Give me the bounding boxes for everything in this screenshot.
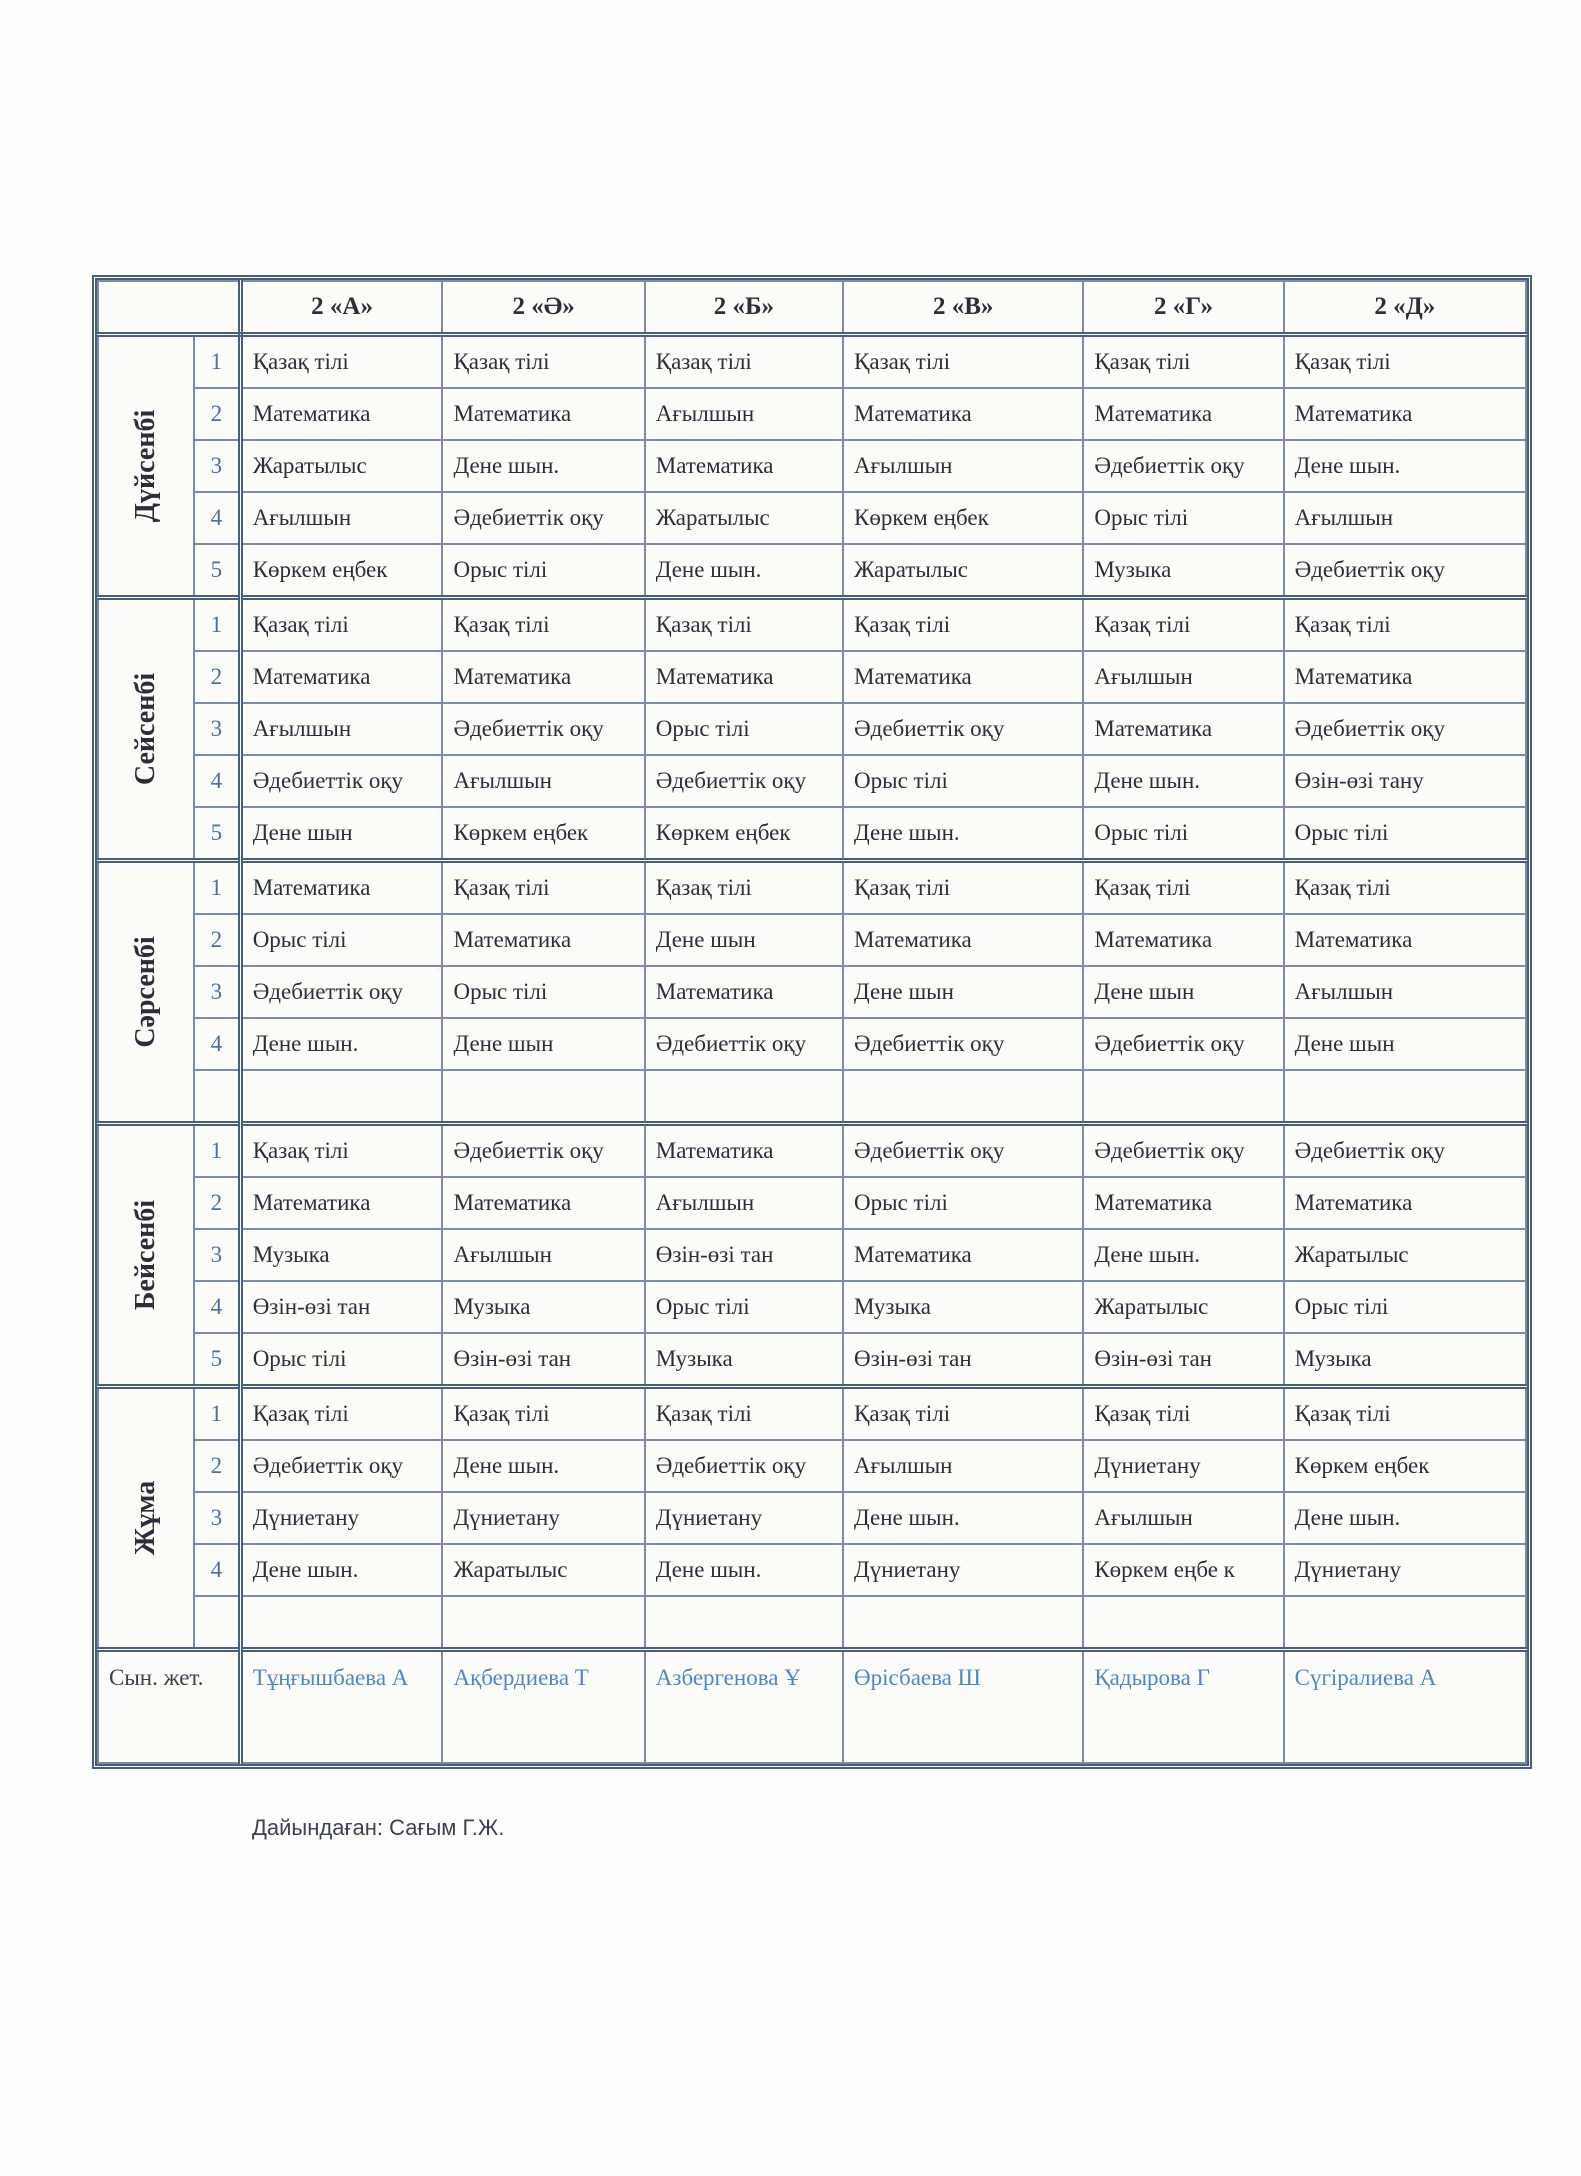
subject-cell: Әдебиеттік оқу <box>240 1440 442 1492</box>
schedule-sheet <box>92 275 1532 1769</box>
subject-cell: Орыс тілі <box>240 914 442 966</box>
class-teachers-row <box>98 1650 1526 1764</box>
subject-cell: Әдебиеттік оқу <box>843 1018 1083 1070</box>
subject-cell: Математика <box>645 1124 843 1178</box>
lesson-row <box>98 1018 1526 1070</box>
day-name: Дүйсенбі <box>130 409 162 523</box>
subject-cell <box>1083 1596 1283 1650</box>
subject-cell: Әдебиеттік оқу <box>1284 703 1526 755</box>
class-header: 2 «Д» <box>1284 281 1526 335</box>
subject-cell: Дене шын. <box>240 1544 442 1596</box>
subject-cell: Қазақ тілі <box>1284 335 1526 389</box>
subject-cell: Музыка <box>442 1281 644 1333</box>
subject-cell: Дүниетану <box>240 1492 442 1544</box>
lesson-number <box>194 1596 240 1650</box>
subject-cell: Музыка <box>645 1333 843 1387</box>
subject-cell: Өзін-өзі тан <box>1083 1333 1283 1387</box>
subject-cell: Ағылшын <box>240 703 442 755</box>
subject-cell: Дене шын <box>1083 966 1283 1018</box>
lesson-row <box>98 492 1526 544</box>
subject-cell: Көркем еңбек <box>442 807 644 861</box>
class-header: 2 «Ә» <box>442 281 644 335</box>
subject-cell: Дене шын. <box>240 1018 442 1070</box>
day-cell <box>98 861 194 1124</box>
lesson-number: 2 <box>194 1440 240 1492</box>
subject-cell: Көркем еңбек <box>843 492 1083 544</box>
subject-cell: Жаратылыс <box>645 492 843 544</box>
subject-cell: Қазақ тілі <box>240 1124 442 1178</box>
subject-cell: Қазақ тілі <box>240 1387 442 1441</box>
subject-cell: Әдебиеттік оқу <box>1083 1124 1283 1178</box>
subject-cell: Математика <box>645 651 843 703</box>
lesson-number: 5 <box>194 807 240 861</box>
subject-cell: Математика <box>1083 703 1283 755</box>
lesson-number: 3 <box>194 440 240 492</box>
subject-cell: Орыс тілі <box>645 1281 843 1333</box>
class-header: 2 «А» <box>240 281 442 335</box>
subject-cell: Көркем еңбек <box>240 544 442 598</box>
day-name: Бейсенбі <box>130 1199 162 1311</box>
lesson-number: 2 <box>194 914 240 966</box>
class-teacher-name: Азбергенова Ұ <box>645 1650 843 1764</box>
subject-cell: Ағылшын <box>1284 966 1526 1018</box>
subject-cell: Дене шын <box>240 807 442 861</box>
subject-cell <box>645 1070 843 1124</box>
class-header-row <box>98 281 1526 335</box>
lesson-row <box>98 1596 1526 1650</box>
subject-cell <box>442 1596 644 1650</box>
subject-cell: Дене шын. <box>1284 440 1526 492</box>
subject-cell: Дене шын. <box>843 1492 1083 1544</box>
lesson-row <box>98 440 1526 492</box>
lesson-number: 3 <box>194 966 240 1018</box>
lesson-number: 2 <box>194 651 240 703</box>
subject-cell: Математика <box>843 651 1083 703</box>
subject-cell: Математика <box>1284 914 1526 966</box>
lesson-row <box>98 1070 1526 1124</box>
day-name: Сәрсенбі <box>130 936 162 1048</box>
subject-cell: Математика <box>240 388 442 440</box>
class-header: 2 «Г» <box>1083 281 1283 335</box>
subject-cell: Математика <box>1083 1177 1283 1229</box>
subject-cell: Дене шын. <box>1083 755 1283 807</box>
lesson-row <box>98 1177 1526 1229</box>
subject-cell: Әдебиеттік оқу <box>1284 544 1526 598</box>
subject-cell: Математика <box>442 388 644 440</box>
lesson-row <box>98 1492 1526 1544</box>
lesson-number: 5 <box>194 544 240 598</box>
lesson-row <box>98 703 1526 755</box>
subject-cell: Қазақ тілі <box>645 335 843 389</box>
subject-cell: Дене шын. <box>645 544 843 598</box>
subject-cell: Ағылшын <box>442 755 644 807</box>
subject-cell: Ағылшын <box>843 440 1083 492</box>
day-cell <box>98 598 194 861</box>
subject-cell: Музыка <box>1083 544 1283 598</box>
class-teacher-name: Тұңғышбаева А <box>240 1650 442 1764</box>
subject-cell: Ағылшын <box>645 388 843 440</box>
subject-cell: Ағылшын <box>1284 492 1526 544</box>
subject-cell: Көркем еңбе к <box>1083 1544 1283 1596</box>
lesson-number: 3 <box>194 1229 240 1281</box>
subject-cell: Әдебиеттік оқу <box>645 1018 843 1070</box>
subject-cell: Жаратылыс <box>1284 1229 1526 1281</box>
lesson-row <box>98 1229 1526 1281</box>
subject-cell: Ағылшын <box>1083 651 1283 703</box>
subject-cell: Орыс тілі <box>843 1177 1083 1229</box>
subject-cell: Музыка <box>1284 1333 1526 1387</box>
header-corner <box>98 281 240 335</box>
day-cell <box>98 1124 194 1387</box>
subject-cell <box>1284 1070 1526 1124</box>
lesson-number: 1 <box>194 1124 240 1178</box>
subject-cell: Ағылшын <box>645 1177 843 1229</box>
lesson-number: 4 <box>194 492 240 544</box>
subject-cell: Қазақ тілі <box>442 1387 644 1441</box>
subject-cell: Дүниетану <box>843 1544 1083 1596</box>
lesson-row <box>98 1281 1526 1333</box>
subject-cell: Математика <box>442 914 644 966</box>
subject-cell: Қазақ тілі <box>442 598 644 652</box>
subject-cell: Қазақ тілі <box>1284 1387 1526 1441</box>
subject-cell: Орыс тілі <box>442 966 644 1018</box>
subject-cell: Әдебиеттік оқу <box>442 703 644 755</box>
subject-cell: Орыс тілі <box>442 544 644 598</box>
subject-cell: Ағылшын <box>843 1440 1083 1492</box>
lesson-row <box>98 544 1526 598</box>
lesson-row <box>98 598 1526 652</box>
lesson-number: 4 <box>194 1281 240 1333</box>
subject-cell: Қазақ тілі <box>1083 1387 1283 1441</box>
subject-cell: Дене шын. <box>442 440 644 492</box>
subject-cell: Математика <box>1284 1177 1526 1229</box>
subject-cell: Орыс тілі <box>1083 492 1283 544</box>
lesson-number: 2 <box>194 388 240 440</box>
class-header: 2 «Б» <box>645 281 843 335</box>
day-cell <box>98 1387 194 1650</box>
lesson-number: 3 <box>194 703 240 755</box>
lesson-row <box>98 807 1526 861</box>
subject-cell <box>240 1070 442 1124</box>
subject-cell: Әдебиеттік оқу <box>645 755 843 807</box>
subject-cell: Қазақ тілі <box>843 1387 1083 1441</box>
subject-cell: Қазақ тілі <box>843 598 1083 652</box>
subject-cell <box>240 1596 442 1650</box>
subject-cell: Дүниетану <box>442 1492 644 1544</box>
subject-cell: Дене шын. <box>645 1544 843 1596</box>
subject-cell: Орыс тілі <box>1284 1281 1526 1333</box>
class-teacher-name: Өрісбаева Ш <box>843 1650 1083 1764</box>
subject-cell: Әдебиеттік оқу <box>1284 1124 1526 1178</box>
class-teacher-name: Ақбердиева Т <box>442 1650 644 1764</box>
lesson-number: 1 <box>194 335 240 389</box>
subject-cell: Дүниетану <box>1284 1544 1526 1596</box>
subject-cell: Қазақ тілі <box>442 335 644 389</box>
subject-cell: Өзін-өзі тан <box>843 1333 1083 1387</box>
subject-cell: Көркем еңбек <box>645 807 843 861</box>
subject-cell: Жаратылыс <box>843 544 1083 598</box>
lesson-number: 2 <box>194 1177 240 1229</box>
subject-cell: Қазақ тілі <box>645 1387 843 1441</box>
subject-cell: Қазақ тілі <box>1284 598 1526 652</box>
subject-cell: Математика <box>240 1177 442 1229</box>
lesson-row <box>98 861 1526 915</box>
subject-cell: Қазақ тілі <box>645 861 843 915</box>
subject-cell <box>1284 1596 1526 1650</box>
day-cell <box>98 335 194 598</box>
subject-cell: Өзін-өзі тан <box>240 1281 442 1333</box>
subject-cell: Математика <box>1083 914 1283 966</box>
subject-cell <box>843 1596 1083 1650</box>
subject-cell: Дене шын <box>645 914 843 966</box>
subject-cell: Әдебиеттік оқу <box>1083 1018 1283 1070</box>
subject-cell: Математика <box>442 651 644 703</box>
subject-cell: Математика <box>240 861 442 915</box>
subject-cell <box>442 1070 644 1124</box>
subject-cell: Қазақ тілі <box>240 335 442 389</box>
subject-cell: Дене шын <box>442 1018 644 1070</box>
day-name: Жұма <box>130 1480 162 1556</box>
subject-cell: Әдебиеттік оқу <box>240 755 442 807</box>
class-header: 2 «В» <box>843 281 1083 335</box>
subject-cell: Өзін-өзі тан <box>645 1229 843 1281</box>
lesson-number <box>194 1070 240 1124</box>
lesson-number: 4 <box>194 1018 240 1070</box>
lesson-row <box>98 388 1526 440</box>
lesson-number: 1 <box>194 598 240 652</box>
subject-cell: Өзін-өзі тан <box>442 1333 644 1387</box>
prepared-by-note: Дайындаған: Сағым Г.Ж. <box>252 1815 505 1840</box>
subject-cell: Көркем еңбек <box>1284 1440 1526 1492</box>
subject-cell: Математика <box>1083 388 1283 440</box>
subject-cell: Дене шын <box>1284 1018 1526 1070</box>
lesson-row <box>98 1124 1526 1178</box>
subject-cell: Орыс тілі <box>843 755 1083 807</box>
subject-cell: Дене шын <box>843 966 1083 1018</box>
class-teacher-name: Сүгіралиева А <box>1284 1650 1526 1764</box>
subject-cell <box>645 1596 843 1650</box>
subject-cell: Математика <box>843 1229 1083 1281</box>
lesson-row <box>98 755 1526 807</box>
subject-cell: Қазақ тілі <box>1284 861 1526 915</box>
subject-cell: Дене шын. <box>843 807 1083 861</box>
subject-cell: Математика <box>645 440 843 492</box>
subject-cell: Ағылшын <box>1083 1492 1283 1544</box>
subject-cell: Математика <box>843 388 1083 440</box>
subject-cell: Ағылшын <box>442 1229 644 1281</box>
subject-cell: Математика <box>645 966 843 1018</box>
subject-cell: Музыка <box>843 1281 1083 1333</box>
lesson-row <box>98 966 1526 1018</box>
subject-cell: Қазақ тілі <box>1083 335 1283 389</box>
subject-cell: Музыка <box>240 1229 442 1281</box>
lesson-row <box>98 1544 1526 1596</box>
subject-cell: Математика <box>843 914 1083 966</box>
subject-cell: Қазақ тілі <box>442 861 644 915</box>
timetable <box>97 280 1527 1764</box>
subject-cell: Қазақ тілі <box>1083 598 1283 652</box>
subject-cell: Әдебиеттік оқу <box>442 492 644 544</box>
subject-cell: Қазақ тілі <box>843 335 1083 389</box>
day-name: Сейсенбі <box>130 672 162 786</box>
subject-cell: Орыс тілі <box>240 1333 442 1387</box>
subject-cell: Математика <box>1284 651 1526 703</box>
lesson-row <box>98 335 1526 389</box>
lesson-number: 1 <box>194 861 240 915</box>
subject-cell: Әдебиеттік оқу <box>442 1124 644 1178</box>
subject-cell: Әдебиеттік оқу <box>240 966 442 1018</box>
subject-cell <box>843 1070 1083 1124</box>
subject-cell: Дене шын. <box>442 1440 644 1492</box>
subject-cell: Дене шын. <box>1083 1229 1283 1281</box>
lesson-number: 5 <box>194 1333 240 1387</box>
schedule-body <box>98 335 1526 1650</box>
subject-cell: Дүниетану <box>645 1492 843 1544</box>
subject-cell: Жаратылыс <box>442 1544 644 1596</box>
subject-cell: Қазақ тілі <box>1083 861 1283 915</box>
subject-cell: Қазақ тілі <box>645 598 843 652</box>
lesson-row <box>98 914 1526 966</box>
lesson-number: 4 <box>194 755 240 807</box>
subject-cell: Жаратылыс <box>240 440 442 492</box>
subject-cell: Өзін-өзі тану <box>1284 755 1526 807</box>
subject-cell: Қазақ тілі <box>240 598 442 652</box>
lesson-row <box>98 651 1526 703</box>
subject-cell: Математика <box>442 1177 644 1229</box>
class-teacher-label: Сын. жет. <box>98 1650 240 1764</box>
lesson-number: 3 <box>194 1492 240 1544</box>
lesson-number: 4 <box>194 1544 240 1596</box>
subject-cell: Орыс тілі <box>1284 807 1526 861</box>
class-teacher-name: Қадырова Г <box>1083 1650 1283 1764</box>
subject-cell: Математика <box>1284 388 1526 440</box>
subject-cell: Қазақ тілі <box>843 861 1083 915</box>
subject-cell: Әдебиеттік оқу <box>1083 440 1283 492</box>
subject-cell: Әдебиеттік оқу <box>843 703 1083 755</box>
lesson-row <box>98 1387 1526 1441</box>
lesson-row <box>98 1440 1526 1492</box>
subject-cell <box>1083 1070 1283 1124</box>
subject-cell: Әдебиеттік оқу <box>843 1124 1083 1178</box>
subject-cell: Әдебиеттік оқу <box>645 1440 843 1492</box>
subject-cell: Жаратылыс <box>1083 1281 1283 1333</box>
subject-cell: Орыс тілі <box>645 703 843 755</box>
lesson-number: 1 <box>194 1387 240 1441</box>
subject-cell: Математика <box>240 651 442 703</box>
subject-cell: Ағылшын <box>240 492 442 544</box>
lesson-row <box>98 1333 1526 1387</box>
subject-cell: Дене шын. <box>1284 1492 1526 1544</box>
subject-cell: Дүниетану <box>1083 1440 1283 1492</box>
subject-cell: Орыс тілі <box>1083 807 1283 861</box>
